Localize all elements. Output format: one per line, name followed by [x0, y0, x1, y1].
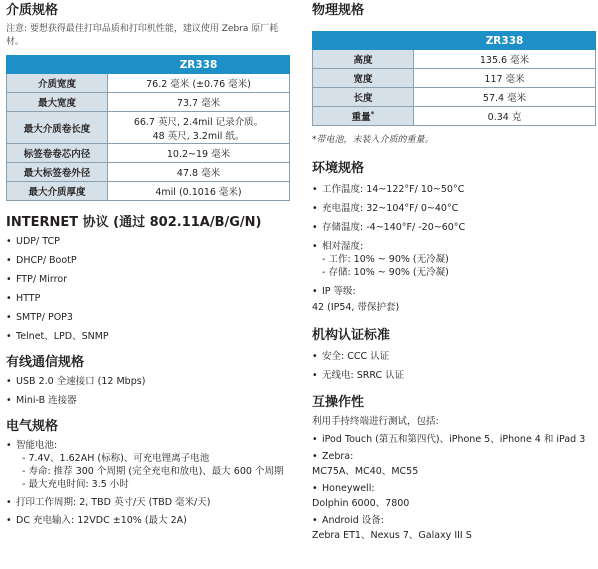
interop-intro: 利用手持终端进行测试，包括:: [312, 416, 439, 427]
interop-list: [312, 433, 594, 542]
media-row-value: 73.7 毫米: [108, 93, 290, 112]
media-row-value: 10.2~19 毫米: [108, 144, 290, 163]
battery-sub: - 寿命: 推荐 300 个周期 (完全充电和放电)、最大 600 个周期: [22, 466, 284, 477]
physical-row-value: 117 毫米: [414, 69, 596, 88]
list-item: [312, 285, 594, 314]
list-item: • USB 2.0 全速接口 (12 Mbps): [6, 375, 288, 388]
wired-comm-list: [6, 375, 288, 407]
list-item: • 存储温度: -4~140°F/ -20~60°C: [312, 221, 594, 234]
physical-row-key-text: 高度: [353, 55, 373, 66]
media-row-value-line: 48 英尺, 3.2mil 纸。: [152, 130, 245, 142]
physical-table-header: ZR338: [414, 32, 596, 50]
humidity-sub: - 存储: 10% ~ 90% (无冷凝): [322, 267, 449, 278]
battery-sub: - 最大充电时间: 3.5 小时: [22, 479, 129, 490]
electrical-list: [6, 439, 288, 527]
footnote-marker: *: [370, 109, 375, 118]
media-row-value: 4mil (0.1016 毫米): [108, 182, 290, 201]
list-item: • Telnet、LPD、SNMP: [6, 330, 288, 343]
media-row-value-line: 66.7 英尺, 2.4mil 记录介质。: [133, 116, 264, 128]
list-item: [312, 450, 594, 478]
physical-row-key: [313, 50, 414, 69]
humidity-sub: - 工作: 10% ~ 90% (无冷凝): [322, 254, 449, 265]
media-note: 注意: 要想获得最佳打印品质和打印机性能，建议使用 Zebra 原厂耗材。: [6, 24, 279, 47]
interop-models: MC75A、MC40、MC55: [312, 466, 419, 477]
certification-title: 机构认证标准: [312, 328, 391, 343]
internet-protocol-list: [6, 235, 288, 343]
physical-row-key-text: 宽度: [353, 74, 373, 85]
media-row-key: 最大介质厚度: [7, 182, 108, 201]
ip-label: IP 等级:: [322, 286, 356, 297]
list-item: • 打印工作周期: 2, TBD 英寸/天 (TBD 毫米/天): [6, 496, 288, 509]
list-item: • SMTP/ POP3: [6, 311, 288, 324]
wired-comm-title: 有线通信规格: [6, 355, 85, 370]
media-row-key: 最大宽度: [7, 93, 108, 112]
physical-row-key: [313, 69, 414, 88]
ip-value: 42 (IP54, 带保护套): [312, 302, 400, 313]
list-item: • HTTP: [6, 292, 288, 305]
media-row-key: 最大介质卷长度: [7, 112, 108, 144]
electrical-title: 电气规格: [6, 419, 59, 434]
interop-brand: Honeywell:: [322, 483, 375, 494]
media-row-value: 76.2 毫米 (±0.76 毫米): [108, 74, 290, 93]
internet-protocol-title: INTERNET 协议 (通过 802.11A/B/G/N): [6, 215, 262, 230]
battery-label: 智能电池:: [16, 440, 58, 451]
physical-footnote: *带电池，未装入介质的重量。: [312, 135, 434, 145]
list-item: • 充电温度: 32~104°F/ 0~40°C: [312, 202, 594, 215]
list-item: [312, 482, 594, 510]
physical-row-key: [313, 88, 414, 107]
list-item: • UDP/ TCP: [6, 235, 288, 248]
list-item: • 安全: CCC 认证: [312, 350, 594, 363]
physical-row-value: 57.4 毫米: [414, 88, 596, 107]
interop-models: Zebra ET1、Nexus 7、Galaxy III S: [312, 530, 472, 541]
physical-spec-table: [312, 31, 596, 126]
list-item: • 无线电: SRRC 认证: [312, 369, 594, 382]
media-spec-title: 介质规格: [6, 3, 59, 18]
physical-row-key-text: 重量: [351, 112, 371, 123]
environment-list: [312, 183, 594, 314]
media-row-key: 标签卷卷芯内径: [7, 144, 108, 163]
media-row-key: 介质宽度: [7, 74, 108, 93]
list-item: [6, 439, 288, 491]
interop-title: 互操作性: [312, 395, 365, 410]
environment-title: 环境规格: [312, 161, 365, 176]
humidity-label: 相对湿度:: [322, 241, 364, 252]
media-row-key: 最大标签卷外径: [7, 163, 108, 182]
media-table-header: ZR338: [108, 56, 290, 74]
certification-list: [312, 350, 594, 382]
physical-row-value: 0.34 克: [414, 107, 596, 126]
physical-row-key: [313, 107, 414, 126]
battery-sub: - 7.4V、1.62AH (标称)、可充电锂离子电池: [22, 453, 210, 464]
physical-row-value: 135.6 毫米: [414, 50, 596, 69]
media-row-value: [108, 112, 290, 144]
list-item: • FTP/ Mirror: [6, 273, 288, 286]
physical-row-key-text: 长度: [353, 93, 373, 104]
list-item: • DC 充电输入: 12VDC ±10% (最大 2A): [6, 514, 288, 527]
list-item: • Mini-B 连接器: [6, 394, 288, 407]
right-column: [312, 0, 594, 542]
list-item: [312, 240, 594, 279]
list-item: [312, 514, 594, 542]
list-item: • 工作温度: 14~122°F/ 10~50°C: [312, 183, 594, 196]
interop-brand: Zebra:: [322, 451, 354, 462]
list-item: • iPod Touch (第五和第四代)、iPhone 5、iPhone 4 和 iPad 3: [312, 433, 594, 446]
physical-spec-title: 物理规格: [312, 3, 365, 18]
interop-models: Dolphin 6000、7800: [312, 498, 410, 509]
list-item: • DHCP/ BootP: [6, 254, 288, 267]
media-row-value: 47.8 毫米: [108, 163, 290, 182]
media-spec-table: [6, 55, 290, 201]
left-column: [6, 0, 288, 527]
interop-brand: Android 设备:: [322, 515, 384, 526]
